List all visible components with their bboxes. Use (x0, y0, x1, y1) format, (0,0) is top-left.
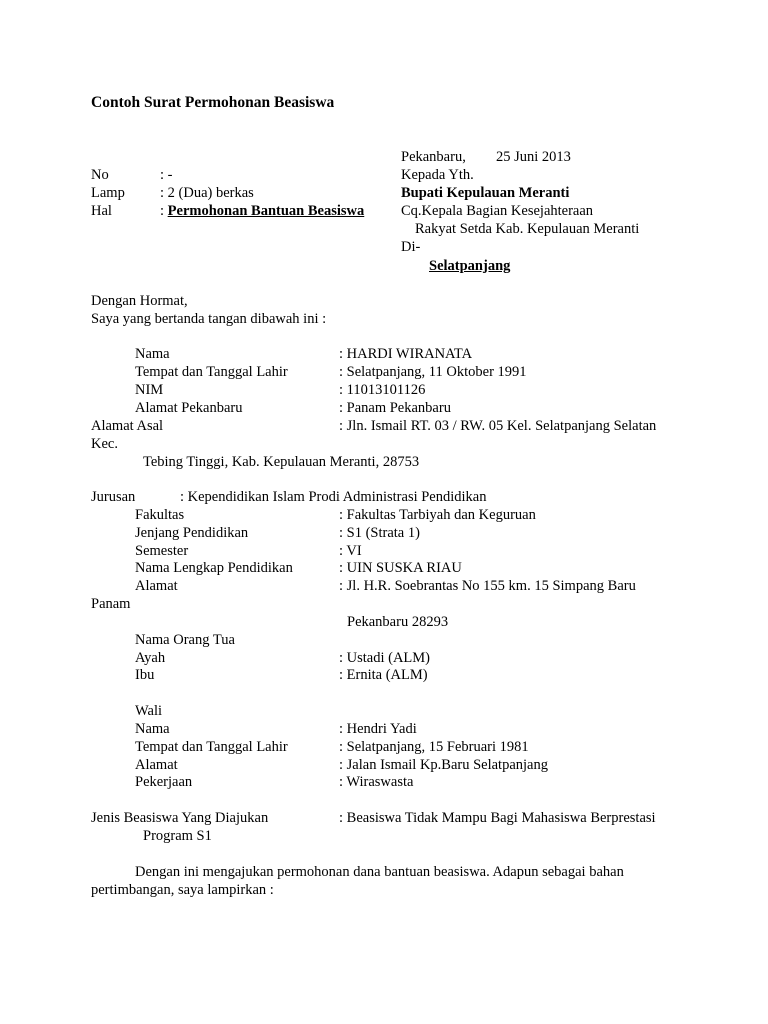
closing-line1: Dengan ini mengajukan permohonan dana bantuan beasiswa. Adapun sebagai bahan (135, 864, 624, 880)
lamp-label: Lamp (91, 185, 125, 201)
kampus-alamat-value: : Jl. H.R. Soebrantas No 155 km. 15 Simpang Baru (339, 578, 636, 594)
greeting: Dengan Hormat, (91, 293, 188, 309)
guardian-nama-label: Nama (135, 721, 170, 737)
applicant-alamat-asal-label: Alamat Asal (91, 418, 164, 434)
applicant-nim-value: : 11013101126 (339, 382, 426, 398)
kampus-alamat-label: Alamat (135, 578, 178, 594)
applicant-alamat-asal-wrap: Kec. (91, 436, 118, 452)
fakultas-value: : Fakultas Tarbiyah dan Keguruan (339, 507, 536, 523)
applicant-nama-label: Nama (135, 346, 170, 362)
applicant-nama-value: : HARDI WIRANATA (339, 346, 473, 362)
ayah-label: Ayah (135, 650, 166, 666)
guardian-alamat-value: : Jalan Ismail Kp.Baru Selatpanjang (339, 757, 548, 773)
semester-label: Semester (135, 543, 189, 559)
hal-value: Permohonan Bantuan Beasiswa (167, 203, 365, 219)
applicant-alamat-pekanbaru-value: : Panam Pekanbaru (339, 400, 451, 416)
guardian-pekerjaan-value: : Wiraswasta (339, 774, 414, 790)
no-value: : - (160, 167, 173, 183)
nama-lengkap-value: : UIN SUSKA RIAU (339, 560, 462, 576)
lamp-value: : 2 (Dua) berkas (160, 185, 254, 201)
jenjang-label: Jenjang Pendidikan (135, 525, 249, 541)
intro: Saya yang bertanda tangan dibawah ini : (91, 311, 327, 327)
hal-value-wrap (160, 202, 364, 220)
kampus-alamat-wrap: Panam (91, 596, 131, 612)
ibu-value: : Ernita (ALM) (339, 667, 428, 683)
fakultas-label: Fakultas (135, 507, 185, 523)
di-label: Di- (401, 239, 421, 255)
kampus-alamat-line2: Pekanbaru 28293 (347, 614, 449, 630)
guardian-ttl-value: : Selatpanjang, 15 Februari 1981 (339, 739, 529, 755)
applicant-nim-label: NIM (135, 382, 164, 398)
place: Pekanbaru, (401, 149, 466, 165)
ibu-label: Ibu (135, 667, 155, 683)
guardian-heading: Wali (135, 703, 163, 719)
no-label: No (91, 167, 109, 183)
kepada: Kepada Yth. (401, 167, 474, 183)
parents-heading: Nama Orang Tua (135, 632, 235, 648)
applicant-ttl-value: : Selatpanjang, 11 Oktober 1991 (339, 364, 527, 380)
applicant-ttl-label: Tempat dan Tanggal Lahir (135, 364, 288, 380)
hal-colon: : (160, 203, 168, 219)
applicant-alamat-asal-value: : Jln. Ismail RT. 03 / RW. 05 Kel. Selatpanjang Selatan (339, 418, 657, 434)
scholarship-label: Jenis Beasiswa Yang Diajukan (91, 810, 269, 826)
jurusan-value: : Kependidikan Islam Prodi Administrasi Pendidikan (180, 489, 487, 505)
guardian-alamat-label: Alamat (135, 757, 178, 773)
closing-line2: pertimbangan, saya lampirkan : (91, 882, 274, 898)
applicant-alamat-asal-line2: Tebing Tinggi, Kab. Kepulauan Meranti, 28753 (143, 454, 420, 470)
jenjang-value: : S1 (Strata 1) (339, 525, 420, 541)
scholarship-program: Program S1 (143, 828, 212, 844)
guardian-pekerjaan-label: Pekerjaan (135, 774, 193, 790)
hal-label: Hal (91, 203, 112, 219)
nama-lengkap-label: Nama Lengkap Pendidikan (135, 560, 293, 576)
applicant-alamat-pekanbaru-label: Alamat Pekanbaru (135, 400, 243, 416)
date: 25 Juni 2013 (496, 149, 571, 165)
guardian-ttl-label: Tempat dan Tanggal Lahir (135, 739, 288, 755)
ayah-value: : Ustadi (ALM) (339, 650, 431, 666)
cq-line1: Cq.Kepala Bagian Kesejahteraan (401, 203, 594, 219)
semester-value: : VI (339, 543, 362, 559)
document-title: Contoh Surat Permohonan Beasiswa (91, 94, 335, 111)
city: Selatpanjang (429, 258, 511, 274)
jurusan-label: Jurusan (91, 489, 136, 505)
scholarship-value: : Beasiswa Tidak Mampu Bagi Mahasiswa Berprestasi (339, 810, 656, 826)
cq-line2: Rakyat Setda Kab. Kepulauan Meranti (415, 221, 640, 237)
guardian-nama-value: : Hendri Yadi (339, 721, 417, 737)
recipient: Bupati Kepulauan Meranti (401, 185, 570, 201)
